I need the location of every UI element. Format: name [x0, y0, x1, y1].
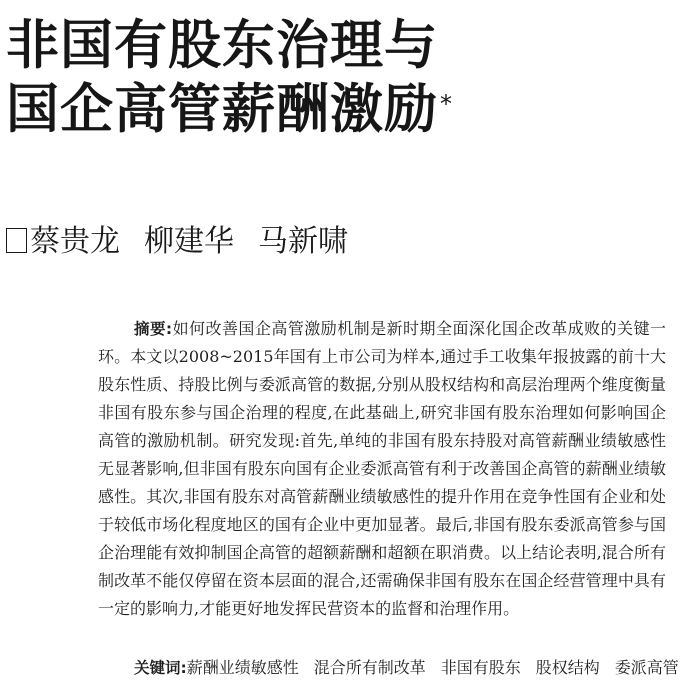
author-3: 马新啸 — [258, 224, 348, 259]
abstract-text: 如何改善国企高管激励机制是新时期全面深化国企改革成败的关键一环。本文以2008~2015年国有上市公司为样本,通过手工收集年报披露的前十大股东性质、持股比例与委派高管的数据,分别从股权结构和高层治理两个维度衡量非国有股东参与国企治理的程度,在此基础上,研究非国有股东治理如何影响国企高管的激励机制。研究发现:首先,单纯的非国有股东持股对高管薪酬业绩敏感性无显著影响,但非国有股东向国有企业委派高管有利于改善国企高管的薪酬业绩敏感性。其次,非国有股东对高管薪酬业绩敏感性的提升作用在竞争性国有企业和处于较低市场化程度地区的国有企业中更加显著。最后,非国有股东委派高管参与国企治理能有效抑制国企高管的超额薪酬和超额在职消费。以上结论表明,混合所有制改革不能仅停留在资本层面的混合,还需确保非国有股东在国企经营管理中具有一定的影响力,才能更好地发挥民营资本的监督和治理作用。 — [98, 319, 666, 618]
keyword: 混合所有制改革 — [313, 658, 426, 677]
abstract-label: 摘要: — [134, 320, 173, 338]
title-line-2 — [6, 78, 686, 142]
author-2: 柳建华 — [144, 224, 234, 259]
title-line-1: 非国有股东治理与 — [6, 15, 438, 76]
abstract — [98, 315, 666, 623]
author-list — [6, 224, 348, 260]
keyword: 委派高管 — [614, 658, 679, 677]
keyword: 股权结构 — [535, 658, 600, 677]
article-title — [6, 14, 686, 142]
keywords-label: 关键词: — [134, 659, 187, 677]
keyword: 薪酬业绩敏感性 — [186, 658, 299, 677]
keywords — [134, 654, 694, 682]
author-1: 蔡贵龙 — [30, 224, 120, 259]
keyword: 非国有股东 — [440, 658, 521, 677]
title-footnote-mark: * — [440, 90, 453, 118]
title-line-2-text: 国企高管薪酬激励 — [6, 79, 438, 140]
author-box-icon — [6, 228, 27, 253]
